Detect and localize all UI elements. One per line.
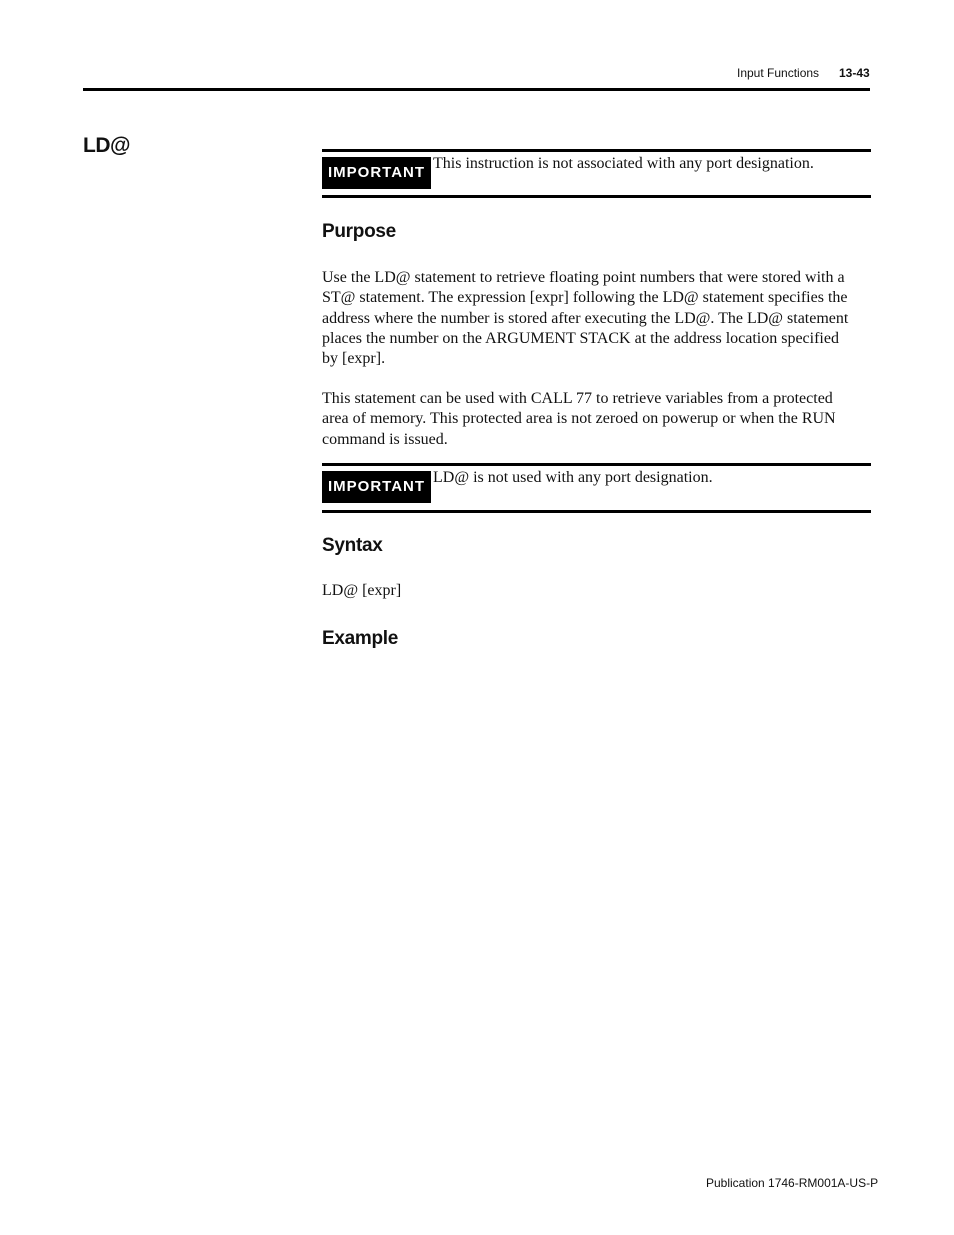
- purpose-paragraph-1: [322, 268, 871, 369]
- header-rule: [83, 88, 870, 91]
- paragraph-line: area of memory. This protected area is not zeroed on powerup or when the RUN: [322, 410, 836, 428]
- example-heading: Example: [322, 628, 399, 649]
- important-note: [322, 149, 871, 198]
- paragraph-line: command is issued.: [322, 430, 448, 448]
- paragraph-line: Use the LD@ statement to retrieve floating point numbers that were stored with a: [322, 269, 845, 286]
- section-title: LD@: [83, 134, 130, 157]
- paragraph-line: places the number on the ARGUMENT STACK at the address location specified: [322, 329, 839, 347]
- publication-footer: Publication 1746-RM001A-US-P: [706, 1176, 879, 1190]
- important-badge: IMPORTANT: [322, 471, 431, 503]
- paragraph-line: by [expr].: [322, 350, 386, 368]
- page-number: 13-43: [839, 66, 870, 80]
- syntax-text: LD@ [expr]: [322, 582, 402, 599]
- important-text: This instruction is not associated with any port designation.: [433, 155, 814, 172]
- important-note: [322, 463, 871, 513]
- paragraph-line: ST@ statement. The expression [expr] following the LD@ statement specifies the: [322, 289, 848, 307]
- paragraph-line: address where the number is stored after executing the LD@. The LD@ statement: [322, 309, 849, 327]
- syntax-heading: Syntax: [322, 535, 383, 556]
- purpose-paragraph-2: [322, 389, 871, 450]
- purpose-heading: Purpose: [322, 221, 396, 242]
- running-header-section: Input Functions: [737, 66, 820, 80]
- important-badge: IMPORTANT: [322, 157, 431, 189]
- paragraph-line: This statement can be used with CALL 77 to retrieve variables from a protected: [322, 390, 833, 407]
- important-text: LD@ is not used with any port designation.: [433, 469, 713, 486]
